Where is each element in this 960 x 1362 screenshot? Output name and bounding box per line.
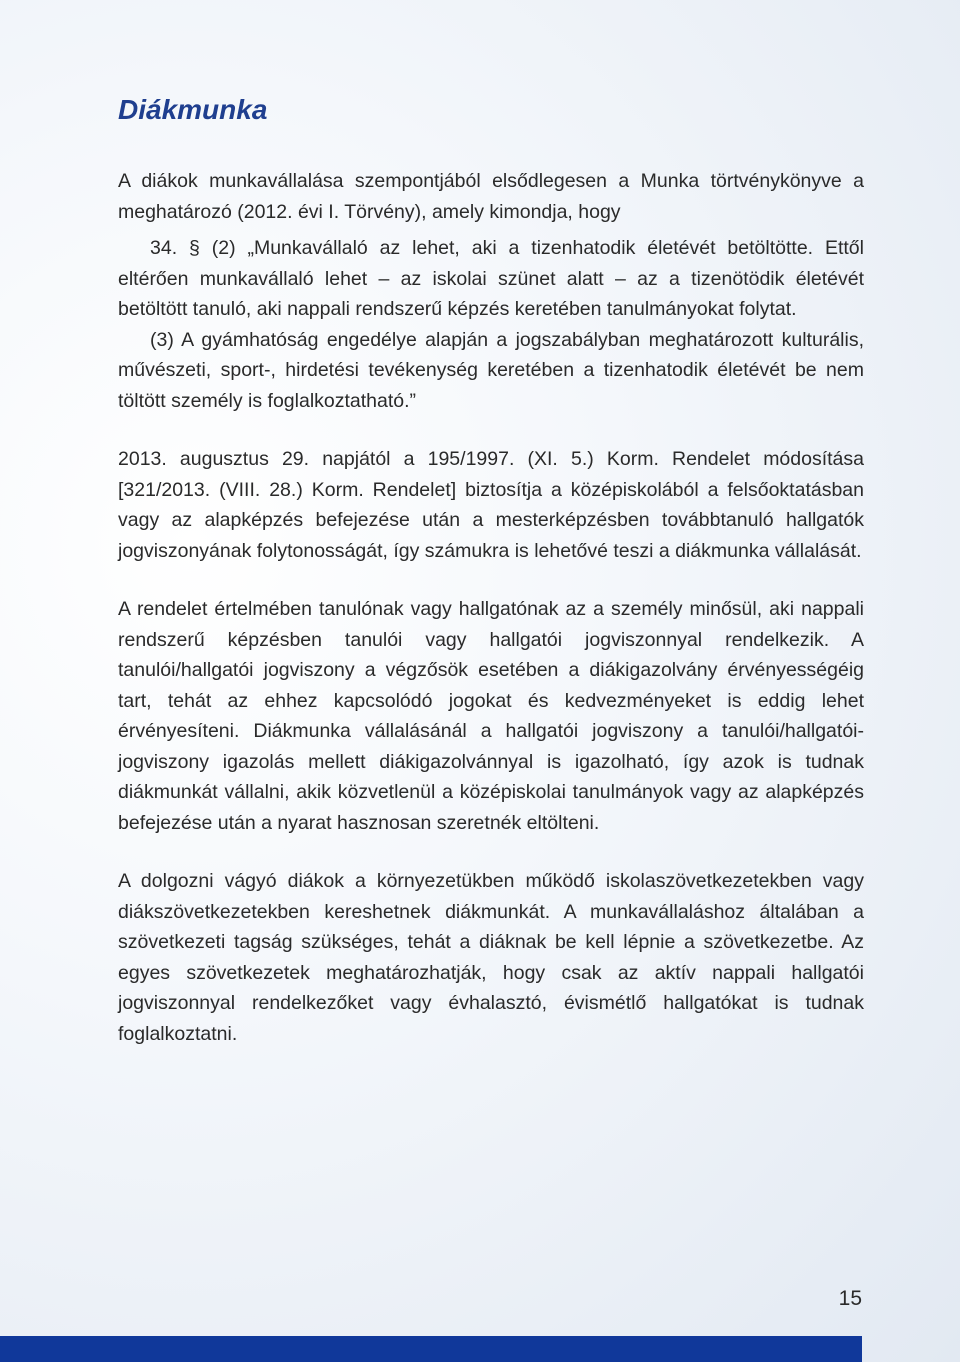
page-number: 15 [838,1287,862,1310]
page-content [118,90,864,1049]
definition-paragraph: A rendelet értelmében tanulónak vagy hallgatónak az a személy minősül, aki nappali rendszerű képzésben tanulói vagy hallgatói jogviszonnyal rendelkezik. A tanulói/hallgatói jogviszony a végzősök esetében a diákigazolvány érvényességéig tart, tehát az ehhez kapcsolódó jogokat és kedvezményeket is eddig lehet érvényesíteni. Diákmunka vállalásánál a hallgatói jogviszony a tanulói/hallgatói-jogviszony igazolás mellett diákigazolvánnyal is igazolható, így azok is tudnak diákmunkát vállalni, akik közvetlenül a középiskolai tanulmányok vagy az alapképzés befejezése után a nyarat hasznosan szeretnék eltölteni. [118,598,864,834]
law-quote-paragraph-2: (3) A gyámhatóság engedélye alapján a jogszabályban meghatározott kulturális, művészeti, sport-, hirdetési tevékenység keretében a tizenhatodik életévét be nem töltött személy is foglalkoztatható.” [118,328,864,412]
page-title: Diákmunka [118,94,268,125]
law-quote-paragraph-1: 34. § (2) „Munkavállaló az lehet, aki a tizenhatodik életévét betöltötte. Ettől eltérően munkavállaló lehet – az iskolai szünet alatt – az a tizenötödik életévét betöltött tanuló, aki nappali rendszerű képzés keretében tanulmányokat folytat. [118,237,864,320]
decree-paragraph: 2013. augusztus 29. napjától a 195/1997. (XI. 5.) Korm. Rendelet módosítása [321/2013. (VIII. 28.) Korm. Rendelet] biztosítja a középiskolából a felsőoktatásban vagy az alapképzés befejezése után a mesterképzésben továbbtanuló hallgatók jogviszonyának folytonosságát, így számukra is lehetővé teszi a diákmunka vállalását. [118,448,864,562]
footer-bar [0,1336,862,1362]
intro-paragraph: A diákok munkavállalása szempontjából elsődlegesen a Munka törtvénykönyve a meghatározó (2012. évi I. Törvény), amely kimondja, hogy [118,170,864,223]
cooperatives-paragraph: A dolgozni vágyó diákok a környezetükben működő iskolaszövetkezetekben vagy diákszövetkezetekben kereshetnek diákmunkát. A munkavállaláshoz általában a szövetkezeti tagság szükséges, tehát a diáknak be kell lépnie a szövetkezetbe. Az egyes szövetkezetek meghatározhatják, hogy csak az aktív nappali hallgatói jogviszonnyal rendelkezőket vagy évhalasztó, évismétlő hallgatókat is tudnak foglalkoztatni. [118,870,864,1045]
